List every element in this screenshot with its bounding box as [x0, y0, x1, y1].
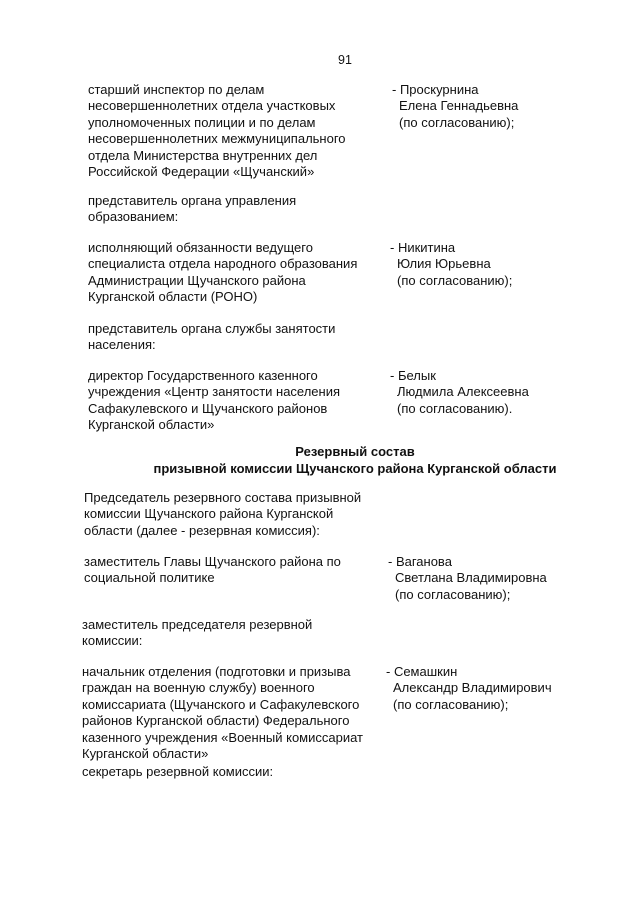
- position-line: комиссии Щучанского района Курганской: [84, 506, 334, 522]
- person-line: (по согласованию);: [399, 114, 515, 130]
- position-line: Курганской области»: [88, 417, 215, 433]
- person-name: [388, 554, 547, 603]
- page-number: 91: [338, 53, 352, 67]
- position-line: старший инспектор по делам: [88, 82, 265, 97]
- person-name: [392, 82, 518, 131]
- person-name: [386, 664, 552, 713]
- person-line: (по согласованию).: [397, 400, 513, 416]
- person-line: (по согласованию);: [395, 586, 511, 602]
- position-line: граждан на военную службу) военного: [82, 680, 315, 696]
- position-line: населения:: [88, 337, 156, 353]
- person-line: Светлана Владимировна: [395, 570, 547, 586]
- person-line: - Проскурнина: [392, 82, 479, 97]
- position-line: отдела Министерства внутренних дел: [88, 147, 318, 163]
- position-line: учреждения «Центр занятости населения: [88, 384, 341, 400]
- person-line: - Никитина: [390, 240, 456, 255]
- position-description: [88, 240, 357, 306]
- person-line: (по согласованию);: [393, 696, 509, 712]
- position-description: [88, 193, 296, 226]
- position-line: области (далее - резервная комиссия):: [84, 522, 320, 538]
- heading-line: Резервный состав: [295, 444, 415, 459]
- position-description: [88, 321, 335, 354]
- position-line: образованием:: [88, 209, 179, 225]
- position-line: Курганской области»: [82, 746, 209, 762]
- position-line: уполномоченных полиции и по делам: [88, 114, 316, 130]
- person-line: Елена Геннадьевна: [399, 98, 519, 114]
- position-line: Председатель резервного состава призывной: [84, 490, 362, 505]
- position-line: комиссии:: [82, 633, 143, 649]
- person-line: - Белык: [390, 368, 436, 383]
- person-line: - Ваганова: [388, 554, 452, 569]
- section-heading: [0, 443, 640, 477]
- position-line: директор Государственного казенного: [88, 368, 318, 383]
- position-line: несовершеннолетних межмуниципального: [88, 131, 346, 147]
- position-line: несовершеннолетних отдела участковых: [88, 98, 336, 114]
- position-description: [88, 82, 346, 180]
- position-line: исполняющий обязанности ведущего: [88, 240, 313, 255]
- position-line: казенного учреждения «Военный комиссариат: [82, 729, 363, 745]
- position-description: [84, 490, 361, 539]
- person-line: Александр Владимирович: [393, 680, 552, 696]
- position-line: комиссариата (Щучанского и Сафакулевского: [82, 696, 360, 712]
- position-line: представитель органа службы занятости: [88, 321, 336, 336]
- position-line: секретарь резервной комиссии:: [82, 764, 274, 779]
- position-description: [82, 617, 312, 650]
- position-line: заместитель председателя резервной: [82, 617, 313, 632]
- person-name: [390, 368, 529, 417]
- position-description: [82, 764, 273, 780]
- position-description: [88, 368, 340, 434]
- person-line: Юлия Юрьевна: [397, 256, 491, 272]
- position-line: Российской Федерации «Щучанский»: [88, 164, 315, 180]
- position-description: [82, 664, 363, 762]
- position-line: Курганской области (РОНО): [88, 289, 258, 305]
- position-line: начальник отделения (подготовки и призыва: [82, 664, 351, 679]
- position-line: специалиста отдела народного образования: [88, 256, 358, 272]
- position-line: социальной политике: [84, 570, 215, 586]
- position-line: представитель органа управления: [88, 193, 297, 208]
- position-line: Администрации Щучанского района: [88, 272, 306, 288]
- position-description: [84, 554, 341, 587]
- position-line: районов Курганской области) Федерального: [82, 713, 350, 729]
- person-name: [390, 240, 512, 289]
- position-line: заместитель Главы Щучанского района по: [84, 554, 341, 569]
- person-line: (по согласованию);: [397, 272, 513, 288]
- person-line: Людмила Алексеевна: [397, 384, 529, 400]
- person-line: - Семашкин: [386, 664, 458, 679]
- position-line: Сафакулевского и Щучанского районов: [88, 400, 328, 416]
- heading-line: призывной комиссии Щучанского района Курганской области: [153, 461, 557, 476]
